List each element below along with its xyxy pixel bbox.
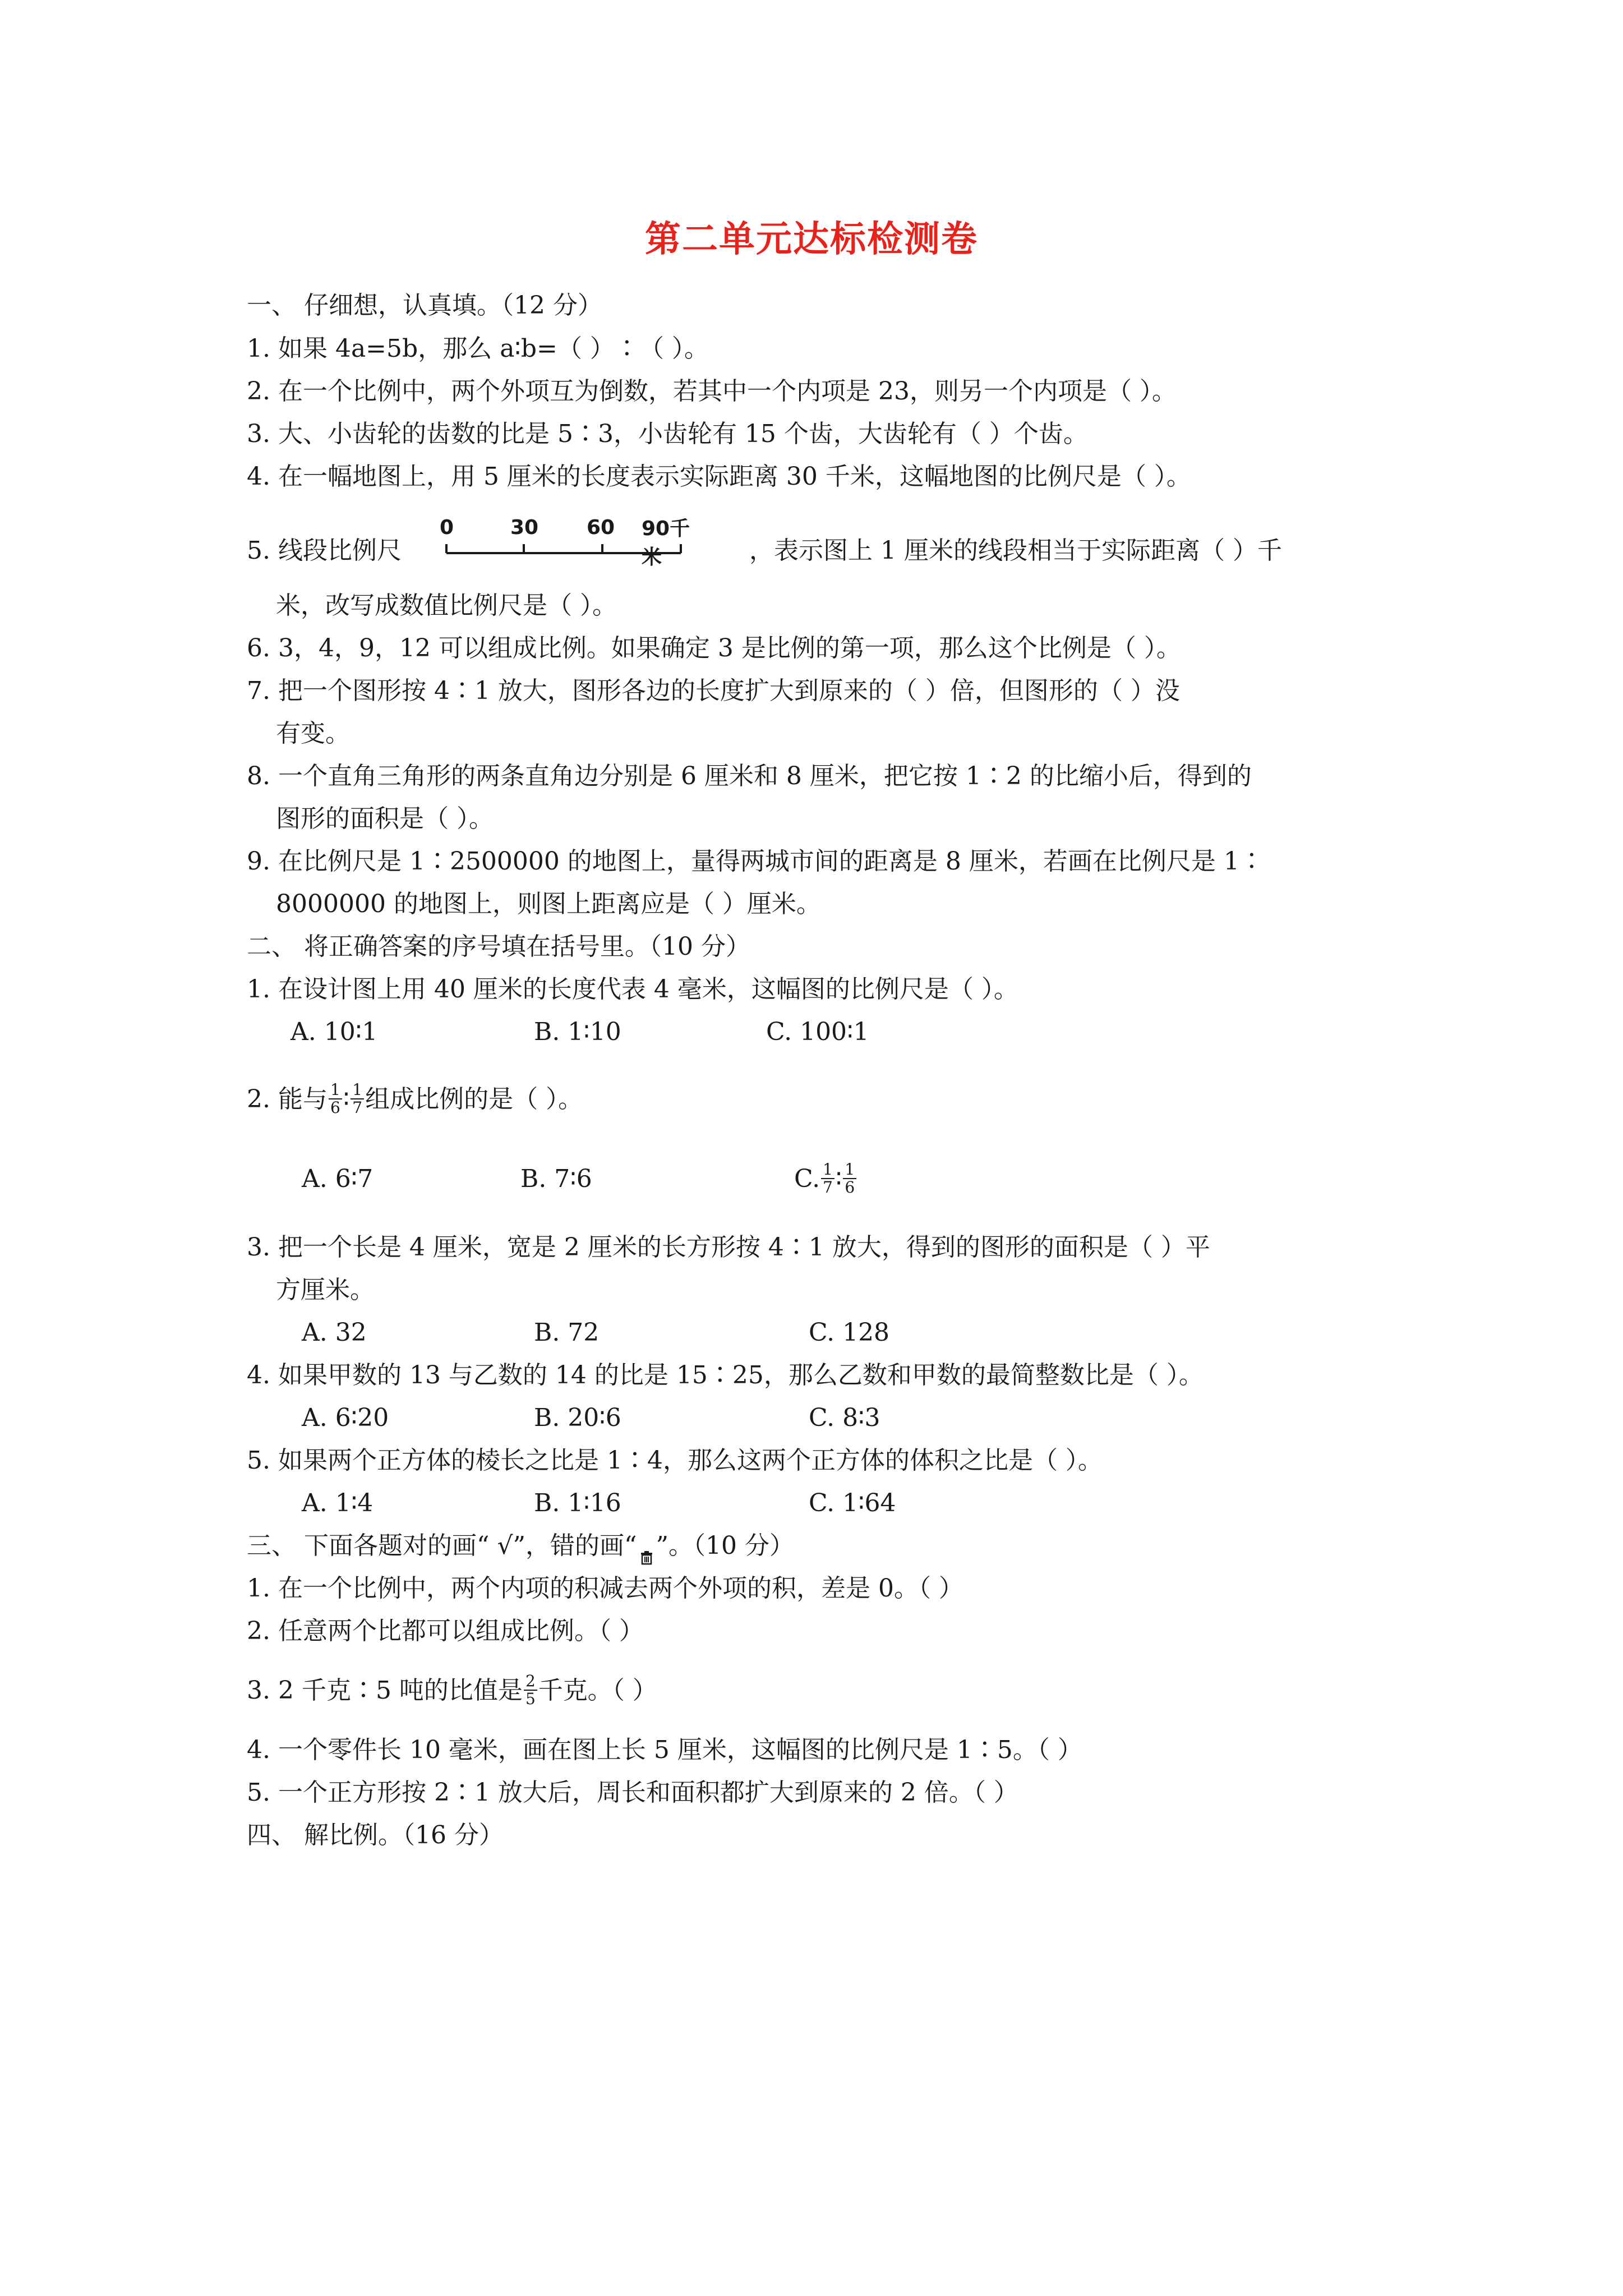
p2-q3-option-b: B. 72 [534, 1318, 600, 1347]
trash-bin-icon [639, 1540, 654, 1555]
p1-question-7: 7. 把一个图形按 4∶1 放大，图形各边的长度扩大到原来的（ ）倍，但图形的（ ）没 [247, 677, 1180, 705]
p2-question-1: 1. 在设计图上用 40 厘米的长度代表 4 毫米，这幅图的比例尺是（ ）。 [247, 975, 1018, 1004]
numerator: 1 [351, 1082, 364, 1099]
p3-question-5: 5. 一个正方形按 2∶1 放大后，周长和面积都扩大到原来的 2 倍。（ ） [247, 1778, 1018, 1807]
fraction-two-fifths [524, 1673, 537, 1708]
p2-question-3-cont: 方厘米。 [276, 1276, 375, 1304]
p1-question-5-label: 5. 线段比例尺 [247, 536, 402, 565]
p3-q3-suffix: 千克。（ ） [538, 1676, 657, 1705]
p1-question-6: 6. 3，4，9，12 可以组成比例。如果确定 3 是比例的第一项，那么这个比例是（ ）。 [247, 634, 1181, 662]
p2-q4-option-b: B. 20∶6 [534, 1404, 621, 1432]
denominator: 6 [330, 1098, 340, 1117]
p2-q1-option-a: A. 10∶1 [291, 1018, 378, 1046]
section-4-heading: 四、 解比例。（16 分） [247, 1821, 504, 1849]
p1-question-9-cont: 8000000 的地图上，则图上距离应是（ ）厘米。 [276, 890, 821, 918]
p1-question-1: 1. 如果 4a=5b，那么 a∶b=（ ）∶（ ）。 [247, 334, 709, 363]
p3-question-4: 4. 一个零件长 10 毫米，画在图上长 5 厘米，这幅图的比例尺是 1∶5。（ ） [247, 1736, 1082, 1764]
p3-question-3 [247, 1671, 657, 1710]
denominator: 7 [823, 1177, 833, 1197]
p2-q1-option-b: B. 1∶10 [534, 1018, 621, 1046]
section-2-heading: 二、 将正确答案的序号填在括号里。（10 分） [247, 932, 750, 961]
p2-question-3: 3. 把一个长是 4 厘米，宽是 2 厘米的长方形按 4∶1 放大，得到的图形的面积是（ ）平 [247, 1233, 1210, 1262]
section-3-suffix: ”。（10 分） [656, 1531, 794, 1560]
scale-bar-graphic [440, 516, 703, 561]
p2-q5-option-b: B. 1∶16 [534, 1489, 621, 1517]
p3-q3-prefix: 3. 2 千克∶5 吨的比值是 [247, 1676, 523, 1705]
scale-tick-label: 90千米 [642, 517, 690, 569]
section-3-heading [247, 1529, 794, 1563]
p2-q2-option-c [794, 1159, 857, 1198]
p1-question-3: 3. 大、小齿轮的齿数的比是 5∶3，小齿轮有 15 个齿，大齿轮有（ ）个齿。 [247, 420, 1088, 448]
ratio-colon: ∶ [343, 1085, 350, 1114]
p1-question-8: 8. 一个直角三角形的两条直角边分别是 6 厘米和 8 厘米，把它按 1∶2 的比缩小后，得到的 [247, 762, 1252, 790]
p2-question-5: 5. 如果两个正方体的棱长之比是 1∶4，那么这两个正方体的体积之比是（ ）。 [247, 1446, 1103, 1475]
p2-q4-option-c: C. 8∶3 [809, 1404, 880, 1432]
p2-q3-option-a: A. 32 [302, 1318, 367, 1347]
scale-tick-label: 0 [440, 516, 454, 539]
p2-q1-option-c: C. 100∶1 [766, 1018, 869, 1046]
section-3-prefix: 三、 下面各题对的画“ √”，错的画“ [247, 1531, 637, 1560]
fraction-one-sixth [329, 1082, 342, 1116]
p1-question-2: 2. 在一个比例中，两个外项互为倒数，若其中一个内项是 23，则另一个内项是（ ）。 [247, 377, 1177, 406]
numerator: 1 [821, 1161, 834, 1179]
fraction-one-seventh [351, 1082, 364, 1116]
page-title: 第二单元达标检测卷 [645, 218, 978, 260]
ratio-colon: ∶ [835, 1165, 842, 1193]
p2-question-4: 4. 如果甲数的 13 与乙数的 14 的比是 15∶25，那么乙数和甲数的最简整数比是（ ）。 [247, 1361, 1204, 1389]
p2-question-2 [247, 1080, 583, 1119]
p2-q2-option-a: A. 6∶7 [302, 1165, 374, 1193]
p2-q2-suffix: 组成比例的是（ ）。 [365, 1085, 583, 1114]
p2-q4-option-a: A. 6∶20 [302, 1404, 389, 1432]
denominator: 7 [352, 1098, 363, 1117]
p1-question-8-cont: 图形的面积是（ ）。 [276, 804, 494, 833]
p1-question-7-cont: 有变。 [276, 719, 350, 748]
denominator: 5 [525, 1689, 536, 1708]
numerator: 1 [843, 1161, 856, 1179]
scale-tick-label: 60 [587, 516, 615, 539]
p1-question-5-cont: 米，改写成数值比例尺是（ ）。 [276, 591, 617, 620]
scale-tick-label: 30 [510, 516, 539, 539]
option-c-label: C. [794, 1165, 820, 1193]
line-segment-scale [440, 516, 703, 569]
p2-q2-option-b: B. 7∶6 [520, 1165, 592, 1193]
numerator: 2 [524, 1673, 537, 1691]
section-1-heading: 一、 仔细想，认真填。（12 分） [247, 291, 602, 320]
p3-question-2: 2. 任意两个比都可以组成比例。（ ） [247, 1617, 644, 1645]
p2-q5-option-c: C. 1∶64 [809, 1489, 896, 1517]
fraction-one-sixth [843, 1161, 856, 1196]
p1-question-4: 4. 在一幅地图上，用 5 厘米的长度表示实际距离 30 千米，这幅地图的比例尺是（ ）。 [247, 462, 1191, 491]
fraction-one-seventh [821, 1161, 834, 1196]
p1-question-5-text: ，表示图上 1 厘米的线段相当于实际距离（ ）千 [749, 536, 1282, 565]
p2-q5-option-a: A. 1∶4 [302, 1489, 374, 1517]
denominator: 6 [845, 1177, 855, 1197]
p2-q3-option-c: C. 128 [809, 1318, 890, 1347]
p1-question-9: 9. 在比例尺是 1∶2500000 的地图上，量得两城市间的距离是 8 厘米，若画在比例尺是 1∶ [247, 847, 1264, 876]
p2-q2-prefix: 2. 能与 [247, 1085, 328, 1114]
p3-question-1: 1. 在一个比例中，两个内项的积减去两个外项的积，差是 0。（ ） [247, 1574, 963, 1603]
numerator: 1 [329, 1082, 342, 1099]
